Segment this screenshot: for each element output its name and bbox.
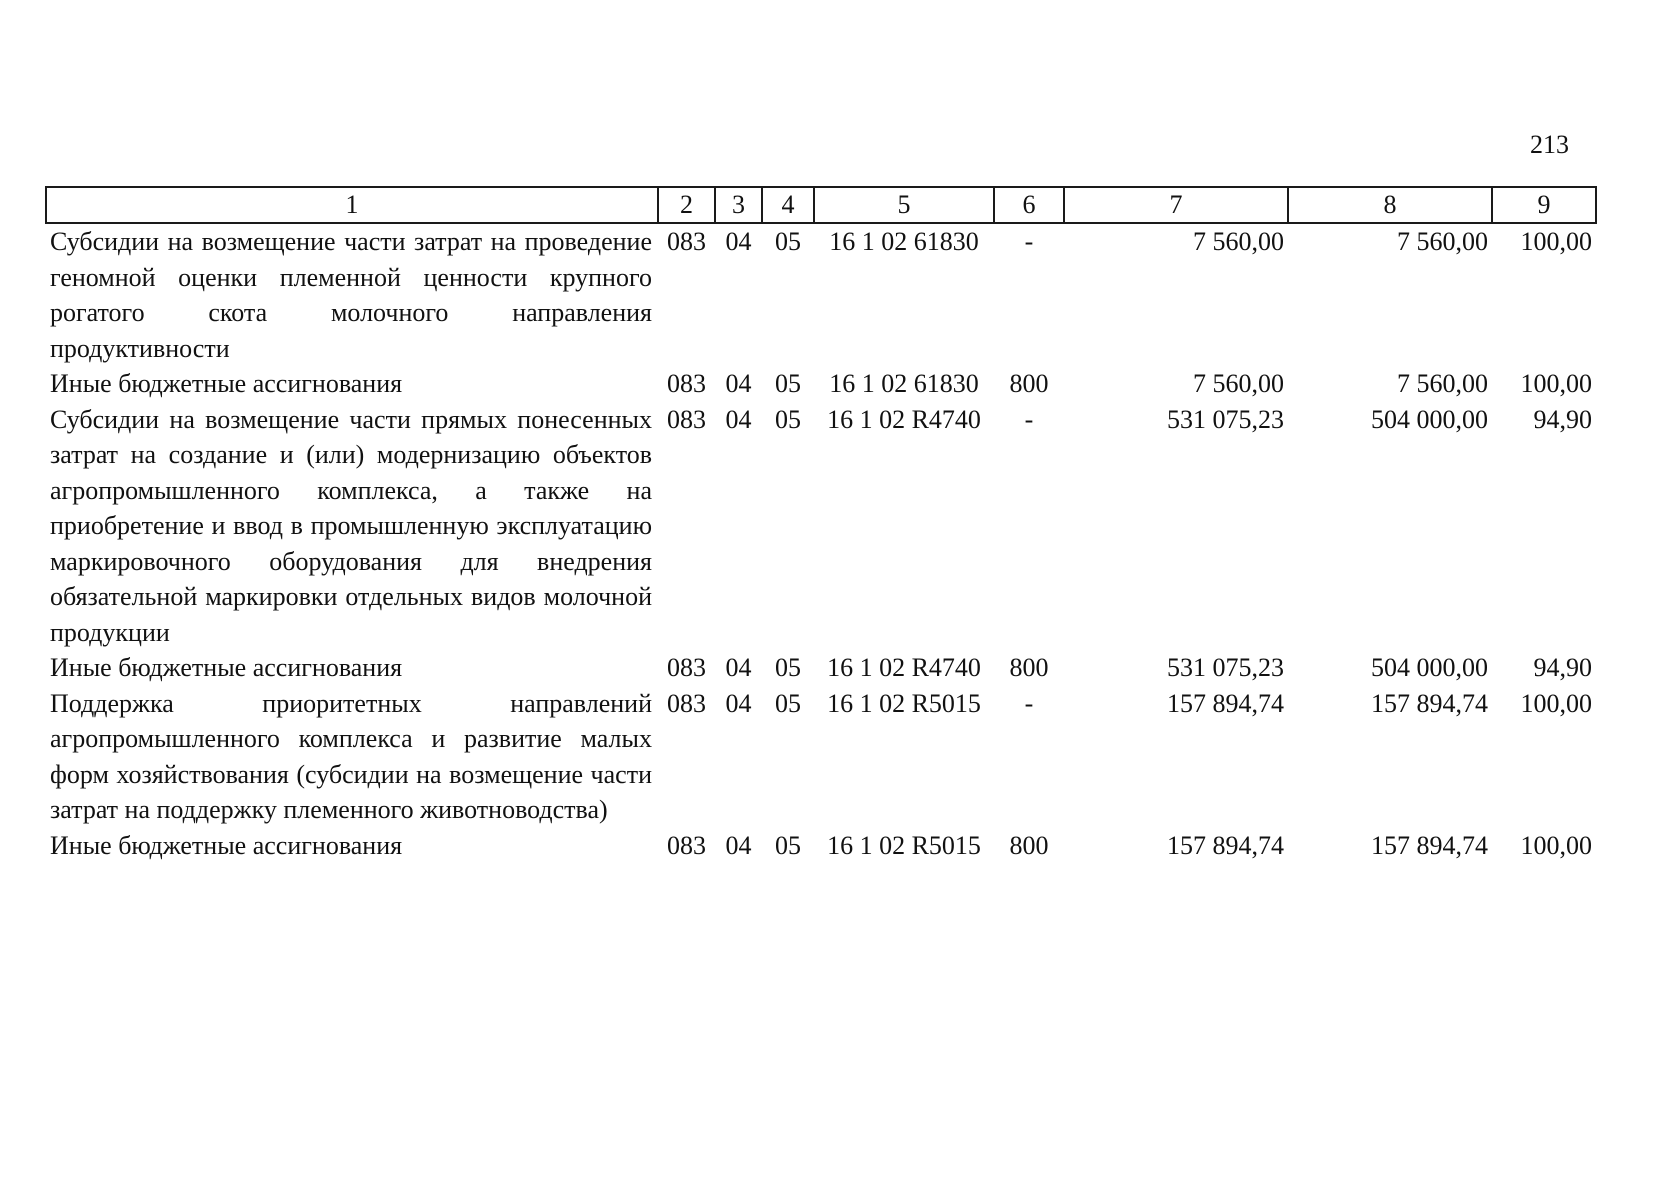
row-rz-code: 04: [725, 830, 752, 860]
header-cell-9: 9: [1492, 187, 1596, 223]
row-rz-code: 04: [725, 369, 752, 398]
row-cs-code: 16 1 02 R5015: [827, 688, 981, 718]
row-vr-code: -: [1024, 404, 1034, 434]
row-vr-code: 800: [1009, 653, 1049, 682]
header-cell-3: 3: [715, 187, 762, 223]
row-cs-code: 16 1 02 R5015: [827, 830, 981, 860]
row-fact-amount: 157 894,74: [1371, 688, 1488, 718]
row-fact-amount: 7 560,00: [1397, 369, 1488, 398]
row-rz-code: 04: [725, 404, 752, 434]
row-rz-code: 04: [725, 227, 752, 256]
row-gr-code: 083: [667, 830, 706, 860]
row-name: Субсидии на возмещение части затрат на проведение геномной оценки племенной ценности крупного рогатого скота молочного направления продуктивности: [50, 227, 652, 363]
header-cell-4: 4: [762, 187, 814, 223]
row-plan-amount: 157 894,74: [1167, 688, 1284, 718]
row-gr-code: 083: [667, 369, 706, 398]
row-plan-amount: 157 894,74: [1167, 830, 1284, 860]
row-percent: 100,00: [1520, 369, 1592, 398]
row-gr-code: 083: [667, 227, 706, 256]
row-plan-amount: 531 075,23: [1167, 653, 1284, 682]
row-fact-amount: 157 894,74: [1371, 830, 1488, 860]
row-rz-code: 04: [725, 653, 752, 682]
row-fact-amount: 7 560,00: [1397, 227, 1488, 256]
row-fact-amount: 504 000,00: [1371, 404, 1488, 434]
header-cell-7: 7: [1064, 187, 1288, 223]
row-name: Иные бюджетные ассигнования: [50, 830, 403, 860]
header-cell-8: 8: [1288, 187, 1492, 223]
page-number: 213: [1530, 130, 1569, 159]
row-vr-code: -: [1024, 227, 1034, 256]
row-percent: 100,00: [1520, 830, 1592, 860]
header-cell-5: 5: [814, 187, 994, 223]
row-name: Иные бюджетные ассигнования: [50, 653, 403, 682]
row-percent: 100,00: [1520, 688, 1592, 718]
row-vr-code: -: [1024, 688, 1034, 718]
row-pr-code: 05: [775, 227, 801, 256]
row-name: Иные бюджетные ассигнования: [50, 369, 403, 398]
row-cs-code: 16 1 02 61830: [829, 369, 979, 398]
row-percent: 94,90: [1533, 653, 1592, 682]
row-percent: 94,90: [1533, 404, 1592, 434]
header-row: [46, 187, 1596, 223]
row-name: Поддержка приоритетных направлений агропромышленного комплекса и развитие малых форм хозяйствования (субсидии на возмещение части затрат на поддержку племенного животноводства): [50, 688, 652, 824]
row-pr-code: 05: [775, 653, 801, 682]
row-rz-code: 04: [725, 688, 752, 718]
table-row: [46, 366, 1596, 402]
row-percent: 100,00: [1520, 227, 1592, 256]
row-gr-code: 083: [667, 404, 706, 434]
header-cell-2: 2: [658, 187, 715, 223]
row-plan-amount: 531 075,23: [1167, 404, 1284, 434]
row-cs-code: 16 1 02 R4740: [827, 404, 981, 434]
row-gr-code: 083: [667, 688, 706, 718]
header-cell-6: 6: [994, 187, 1064, 223]
row-pr-code: 05: [775, 369, 801, 398]
row-cs-code: 16 1 02 61830: [829, 227, 979, 256]
row-cs-code: 16 1 02 R4740: [827, 653, 981, 682]
row-vr-code: 800: [1009, 830, 1049, 860]
table-row: [46, 686, 1596, 828]
table-row: [46, 828, 1596, 864]
table-row: [46, 402, 1596, 651]
table-row: [46, 650, 1596, 686]
row-vr-code: 800: [1009, 369, 1049, 398]
row-name: Субсидии на возмещение части прямых понесенных затрат на создание и (или) модернизацию объектов агропромышленного комплекса, а также на приобретение и ввод в промышленную эксплуатацию маркировочного оборудования для внедрения обязательной маркировки отдельных видов молочной продукции: [50, 404, 652, 647]
row-pr-code: 05: [775, 688, 801, 718]
row-plan-amount: 7 560,00: [1193, 369, 1284, 398]
row-pr-code: 05: [775, 404, 801, 434]
row-gr-code: 083: [667, 653, 706, 682]
row-fact-amount: 504 000,00: [1371, 653, 1488, 682]
budget-table: [45, 186, 1597, 863]
row-plan-amount: 7 560,00: [1193, 227, 1284, 256]
row-pr-code: 05: [775, 830, 801, 860]
header-cell-1: 1: [46, 187, 658, 223]
table-row: [46, 223, 1596, 366]
